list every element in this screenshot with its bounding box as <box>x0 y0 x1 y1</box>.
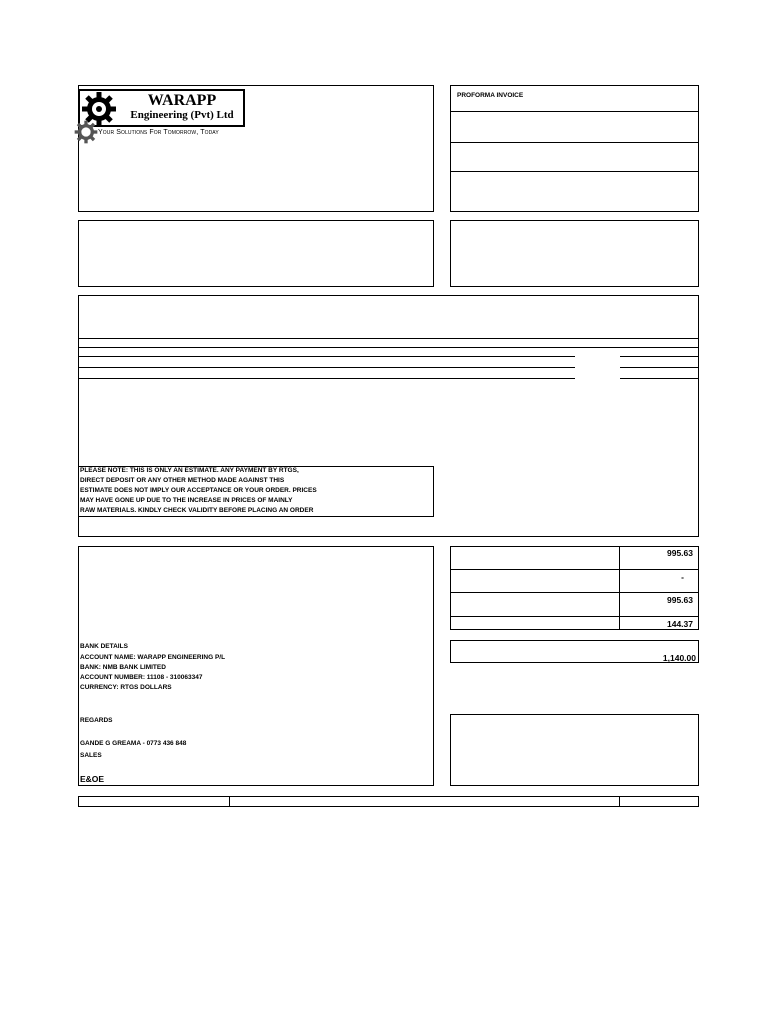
logo-tagline: Your Solutions For Tomorrow, Today <box>98 129 219 136</box>
bank-currency: CURRENCY: RTGS DOLLARS <box>80 684 172 691</box>
items-header-line <box>78 338 699 339</box>
bank-heading: BANK DETAILS <box>80 643 128 650</box>
customer-box <box>78 220 434 287</box>
divider <box>450 171 699 172</box>
subtotal-value: 995.63 <box>667 548 693 558</box>
note-line: MAY HAVE GONE UP DUE TO THE INCREASE IN PRICES OF MAINLY <box>80 497 293 504</box>
grand-total-value: 1,140.00 <box>662 653 696 663</box>
sales-contact: GANDE G GREAMA - 0773 436 848 <box>80 740 187 747</box>
note-line: RAW MATERIALS. KINDLY CHECK VALIDITY BEFORE PLACING AN ORDER <box>80 507 314 514</box>
bank-account-name: ACCOUNT NAME: WARAPP ENGINEERING P/L <box>80 654 226 661</box>
bank-account-number: ACCOUNT NUMBER: 11108 - 310063347 <box>80 674 203 681</box>
footer-strip <box>78 796 699 807</box>
note-line: PLEASE NOTE: THIS IS ONLY AN ESTIMATE. ANY PAYMENT BY RTGS, <box>80 467 299 474</box>
note-line: ESTIMATE DOES NOT IMPLY OUR ACCEPTANCE OR YOUR ORDER. PRICES <box>80 487 317 494</box>
item-line <box>620 367 699 368</box>
items-header-line <box>78 347 699 348</box>
item-line <box>620 378 699 379</box>
sales-dept: SALES <box>80 752 102 759</box>
item-line <box>78 356 575 357</box>
totals-row-line <box>450 569 699 570</box>
bank-name: BANK: NMB BANK LIMITED <box>80 664 166 671</box>
grand-total-box <box>450 640 699 663</box>
logo-company-name: WARAPP <box>147 92 217 109</box>
totals-column-divider <box>619 546 620 630</box>
divider <box>450 142 699 143</box>
eoe-label: E&OE <box>80 774 105 784</box>
small-gear-icon <box>74 120 98 144</box>
tax-value: 144.37 <box>667 619 693 629</box>
company-logo <box>78 89 248 141</box>
net-value: 995.63 <box>667 595 693 605</box>
totals-box <box>450 546 699 630</box>
logo-company-subtitle: Engineering (Pvt) Ltd <box>130 109 234 121</box>
totals-row-line <box>450 592 699 593</box>
note-line: DIRECT DEPOSIT OR ANY OTHER METHOD MADE AGAINST THIS <box>80 477 285 484</box>
footer-divider <box>619 796 620 807</box>
item-line <box>620 356 699 357</box>
footer-divider <box>229 796 230 807</box>
item-line <box>78 378 575 379</box>
invoice-header-box <box>450 85 699 212</box>
item-line <box>78 367 575 368</box>
regards-text: REGARDS <box>80 717 113 724</box>
totals-row-line <box>450 616 699 617</box>
signature-box <box>450 714 699 786</box>
discount-value: - <box>681 572 684 582</box>
document-title: PROFORMA INVOICE <box>457 92 524 99</box>
divider <box>450 111 699 112</box>
details-box <box>450 220 699 287</box>
